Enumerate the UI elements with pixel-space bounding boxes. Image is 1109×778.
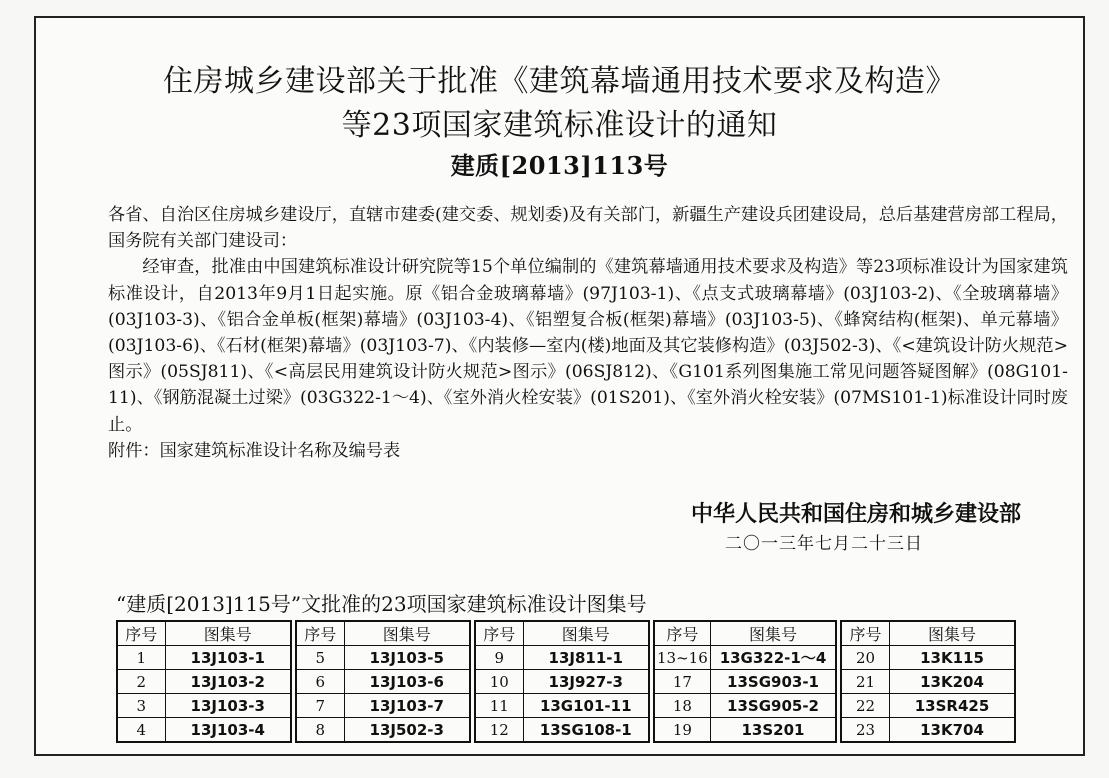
notice-body (108, 202, 1068, 464)
seq-cell: 8 (296, 718, 344, 743)
seq-cell: 7 (296, 694, 344, 718)
seq-cell: 13~16 (654, 646, 710, 670)
seq-cell: 5 (296, 646, 344, 670)
atlas-number-cell: 13K115 (889, 646, 1015, 670)
seq-cell: 18 (654, 694, 710, 718)
table-header-row (475, 621, 649, 646)
seq-cell: 23 (841, 718, 889, 743)
seq-cell: 4 (117, 718, 165, 743)
table-row (475, 646, 649, 670)
issue-date: 二〇一三年七月二十三日 (725, 534, 923, 554)
seq-cell: 11 (475, 694, 523, 718)
atlas-number-cell: 13J103-1 (165, 646, 291, 670)
table-block (295, 620, 471, 743)
seq-cell: 12 (475, 718, 523, 743)
atlas-number-cell: 13J103-5 (344, 646, 470, 670)
column-header-atlas: 图集号 (523, 621, 649, 646)
atlas-number-cell: 13SG903-1 (710, 670, 836, 694)
table-header-row (654, 621, 836, 646)
atlas-number-cell: 13G322-1～4 (710, 646, 836, 670)
seq-cell: 19 (654, 718, 710, 743)
seq-cell: 9 (475, 646, 523, 670)
table-row (117, 670, 291, 694)
atlas-number-cell: 13S201 (710, 718, 836, 743)
table-block (474, 620, 650, 743)
atlas-number-cell: 13J811-1 (523, 646, 649, 670)
table-row (296, 646, 470, 670)
seq-cell: 1 (117, 646, 165, 670)
atlas-number-cell: 13J103-7 (344, 694, 470, 718)
table-row (841, 670, 1015, 694)
table-row (296, 670, 470, 694)
table-row (475, 670, 649, 694)
column-header-atlas: 图集号 (710, 621, 836, 646)
seq-cell: 10 (475, 670, 523, 694)
table-row (654, 670, 836, 694)
atlas-number-cell: 13J927-3 (523, 670, 649, 694)
atlas-number-cell: 13SR425 (889, 694, 1015, 718)
notice-title-line-1: 住房城乡建设部关于批准《建筑幕墙通用技术要求及构造》 (163, 64, 956, 99)
atlas-number-cell: 13J103-4 (165, 718, 291, 743)
table-row (475, 694, 649, 718)
table-caption: “建质[2013]115号”文批准的23项国家建筑标准设计图集号 (116, 592, 647, 616)
column-header-seq: 序号 (654, 621, 710, 646)
seq-cell: 3 (117, 694, 165, 718)
atlas-number-cell: 13J103-6 (344, 670, 470, 694)
table-row (117, 718, 291, 743)
column-header-atlas: 图集号 (344, 621, 470, 646)
atlas-number-cell: 13G101-11 (523, 694, 649, 718)
table-row (117, 646, 291, 670)
column-header-atlas: 图集号 (889, 621, 1015, 646)
table-block (116, 620, 292, 743)
atlas-number-table (116, 620, 1016, 743)
seq-cell: 17 (654, 670, 710, 694)
atlas-number-cell: 13SG905-2 (710, 694, 836, 718)
seq-cell: 2 (117, 670, 165, 694)
seq-cell: 22 (841, 694, 889, 718)
notice-title-line-2: 等23项国家建筑标准设计的通知 (341, 108, 778, 143)
table-row (117, 694, 291, 718)
approval-paragraph: 经审查，批准由中国建筑标准设计研究院等15个单位编制的《建筑幕墙通用技术要求及构造》等23项标准设计为国家建筑标准设计，自2013年9月1日起实施。原《铝合金玻璃幕墙》(97J103-1)、《点支式玻璃幕墙》(03J103-2)、《全玻璃幕墙》(03J103-3)、《铝合金单板(框架)幕墙》(03J103-4)、《铝塑复合板(框架)幕墙》(03J103-5)、《蜂窝结构(框架)、单元幕墙》(03J103-6)、《石材(框架)幕墙》(03J103-7)、《内装修—室内(楼)地面及其它装修构造》(03J502-3)、《<建筑设计防火规范>图示》(05SJ811)、《<高层民用建筑设计防火规范>图示》(06SJ812)、《G101系列图集施工常见问题答疑图解》(08G101-11)、《钢筋混凝土过梁》(03G322-1～4)、《室外消火栓安装》(01S201)、《室外消火栓安装》(07MS101-1)标准设计同时废止。 (108, 257, 1068, 435)
table-header-row (841, 621, 1015, 646)
addressee-paragraph: 各省、自治区住房城乡建设厅，直辖市建委(建交委、规划委)及有关部门，新疆生产建设兵团建设局，总后基建营房部工程局，国务院有关部门建设司： (108, 205, 1068, 252)
column-header-seq: 序号 (296, 621, 344, 646)
table-block (840, 620, 1016, 743)
atlas-number-cell: 13J103-3 (165, 694, 291, 718)
atlas-number-cell: 13K204 (889, 670, 1015, 694)
table-row (654, 694, 836, 718)
table-row (841, 718, 1015, 743)
table-row (475, 718, 649, 743)
table-row (296, 694, 470, 718)
document-number: 建质[2013]113号 (450, 151, 669, 180)
table-row (654, 718, 836, 743)
atlas-number-cell: 13SG108-1 (523, 718, 649, 743)
column-header-atlas: 图集号 (165, 621, 291, 646)
table-header-row (117, 621, 291, 646)
atlas-number-cell: 13J103-2 (165, 670, 291, 694)
seq-cell: 21 (841, 670, 889, 694)
table-row (841, 694, 1015, 718)
column-header-seq: 序号 (475, 621, 523, 646)
table-row (841, 646, 1015, 670)
notice-frame (34, 16, 1085, 756)
column-header-seq: 序号 (841, 621, 889, 646)
table-header-row (296, 621, 470, 646)
atlas-number-cell: 13J502-3 (344, 718, 470, 743)
table-row (296, 718, 470, 743)
table-row (654, 646, 836, 670)
issuing-authority: 中华人民共和国住房和城乡建设部 (690, 502, 1021, 527)
table-block (653, 620, 837, 743)
seq-cell: 6 (296, 670, 344, 694)
atlas-number-cell: 13K704 (889, 718, 1015, 743)
column-header-seq: 序号 (117, 621, 165, 646)
seq-cell: 20 (841, 646, 889, 670)
attachment-line: 附件：国家建筑标准设计名称及编号表 (108, 440, 401, 461)
